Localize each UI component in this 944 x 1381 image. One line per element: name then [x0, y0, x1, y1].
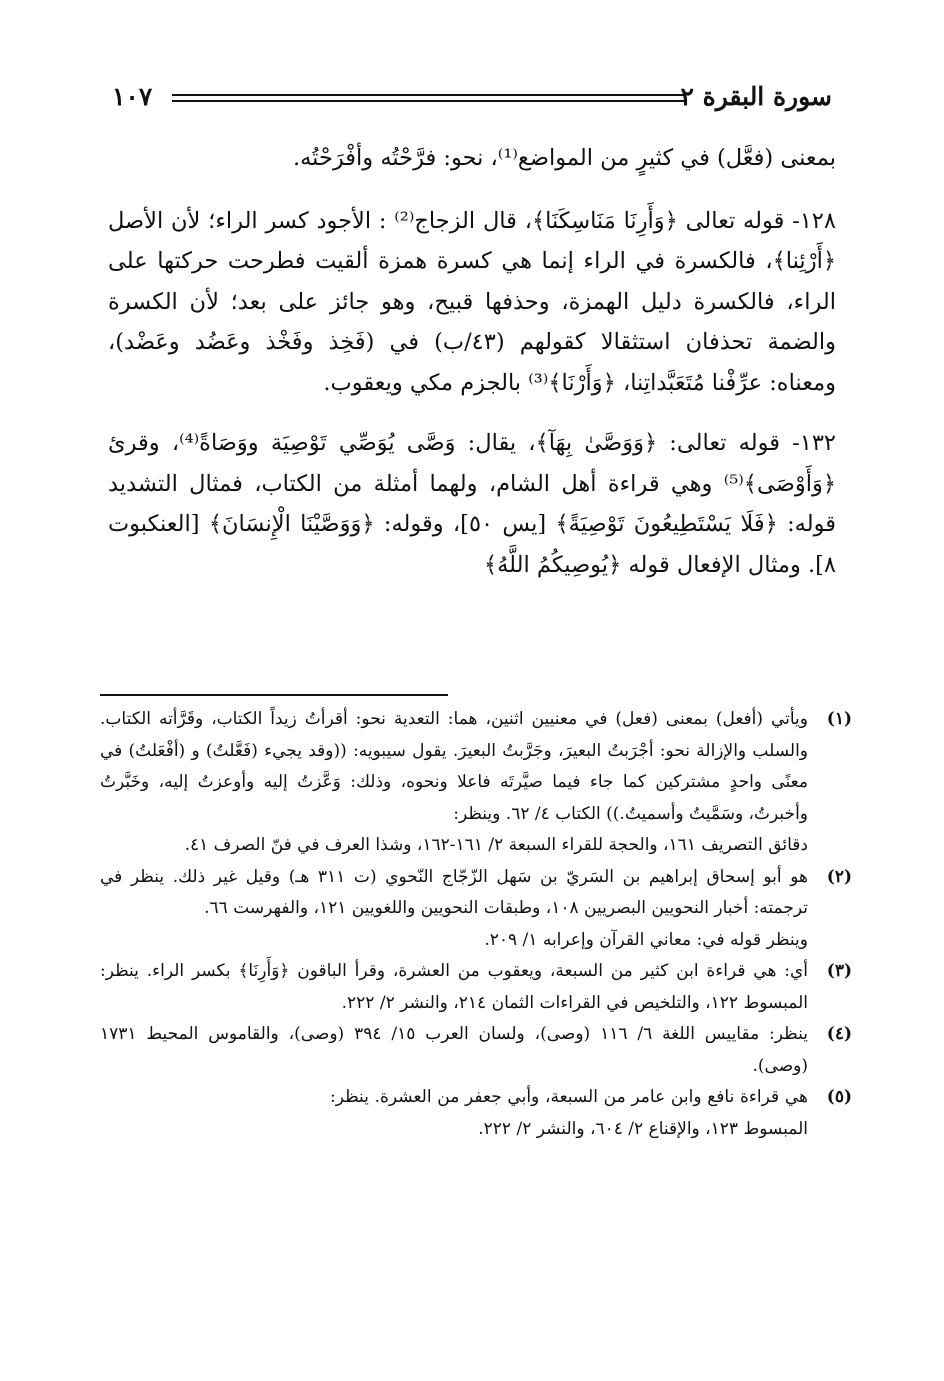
header-rule-double: [172, 100, 684, 102]
footnote-5-wrapper: [100, 1082, 852, 1145]
paragraph-verse-132: ١٣٢- قوله تعالى: ﴿وَوَصَّىٰ بِهَآ﴾، يقال: وَصَّى يُوَصِّي تَوْصِيَة ووَصَاةً⁽⁴⁾، وقرئ ﴿وَأَوْصَى﴾⁽⁵⁾ وهي قراءة أهل الشام، ولهما أمثلة من الكتاب، فمثال التشديد قوله: ﴿فَلَا يَسْتَطِيعُونَ تَوْصِيَةً﴾ [يس ٥٠]، وقوله: ﴿وَوَصَّيْنَا الْإِنسَانَ﴾ [العنكبوت ٨]. ومثال الإفعال قوله ﴿يُوصِيكُمُ اللَّهُ﴾: [108, 430, 836, 578]
footnote-separator: [100, 694, 448, 696]
page-header: [112, 82, 832, 116]
header-rule: [172, 94, 684, 96]
footnote-2: [100, 862, 852, 957]
footnote-number: (٥): [826, 1087, 852, 1107]
paragraph-verse-128: ١٢٨- قوله تعالى ﴿وَأَرِنَا مَنَاسِكَنَا﴾، قال الزجاج⁽²⁾ : الأجود كسر الراء؛ لأن الأصل ﴿أَرْئِنا﴾، فالكسرة في الراء إنما هي كسرة همزة ألقيت فطرحت حركتها على الراء، فالكسرة دليل الهمزة، وحذفها قبيح، وهو جائز على بعد؛ لأن الكسرة والضمة تحذفان استثقالا كقولهم (٤٣/ب) في (فَخِذ وفَخْذ وعَضُد وعَضْد)، ومعناه: عرِّفْنا مُتَعَبَّداتِنا، ﴿وَأَرْنَا﴾⁽³⁾ بالجزم مكي ويعقوب.: [108, 207, 836, 396]
footnote-3: [100, 956, 852, 1019]
surah-title: سورة البقرة ٢: [680, 82, 832, 111]
footnote-text: ينظر: مقاييس اللغة ٦/ ١١٦ (وصى)، ولسان العرب ١٥/ ٣٩٤ (وصى)، والقاموس المحيط ١٧٣١ (وصى).: [100, 1024, 808, 1076]
footnote-5: [330, 1082, 852, 1145]
footnote-text: هي قراءة نافع وابن عامر من السبعة، وأبي جعفر من العشرة. ينظر: المبسوط ١٢٣، والإقناع ٢/ ٦٠٤، والنشر ٢/ ٢٢٢.: [330, 1087, 808, 1139]
paragraph-continuation: بمعنى (فعَّل) في كثيرٍ من المواضع⁽¹⁾، نحو: فرَّحْتُه وأفْرَحْتُه.: [292, 145, 836, 171]
main-text: [108, 138, 836, 585]
footnote-number: (١): [826, 709, 852, 729]
footnotes: [100, 704, 852, 1145]
footnote-number: (٣): [826, 961, 852, 981]
page-number: ١٠٧: [112, 82, 153, 111]
footnote-text-continued: دقائق التصريف ١٦١، والحجة للقراء السبعة ٢/ ١٦١-١٦٢، وشذا العرف في فنّ الصرف ٤١.: [184, 835, 808, 855]
footnote-text: ويأتي (أفعل) بمعنى (فعل) في معنيين اثنين، هما: التعدية نحو: أقرأتُ زيداً الكتاب، وقَرَّأته الكتاب. والسلب والإزالة نحو: أجْرَبتُ البعيرَ، وجَرَّبتُ البعيرَ. يقول سيبويه: ((وقد يجيء (فَعَّلتُ) و (أفْعَلتُ) في معنًى واحدٍ مشتركين كما جاء فيما صيَّرتَه فاعلا ونحوه، وذلك: وَعَّزتُ إليه وأوعزتُ إليه، وخَبَّرتُ وأخبرتُ، وسَمَّيتُ وأسميتُ.)) الكتاب ٤/ ٦٢. وينظر:: [100, 709, 808, 824]
footnote-4: [100, 1019, 852, 1082]
footnote-1: [100, 704, 852, 862]
footnote-number: (٤): [826, 1024, 852, 1044]
footnote-text: أي: هي قراءة ابن كثير من السبعة، ويعقوب من العشرة، وقرأ الباقون ﴿وَأَرِنَا﴾ بكسر الراء. ينظر: المبسوط ١٢٢، والتلخيص في القراءات الثمان ٢١٤، والنشر ٢/ ٢٢٢.: [100, 961, 808, 1013]
footnote-text-continued: وينظر قوله في: معاني القرآن وإعرابه ١/ ٢٠٩.: [484, 929, 808, 950]
footnote-text: هو أبو إسحاق إبراهيم بن السَريّ بن سَهل الزّجّاج النّحوي (ت ٣١١ هـ) وقيل غير ذلك. ينظر في ترجمته: أخبار النحويين البصريين ١٠٨، وطبقات النحويين واللغويين ١٢١، والفهرست ٦٦.: [100, 866, 808, 918]
footnote-number: (٢): [826, 866, 852, 887]
